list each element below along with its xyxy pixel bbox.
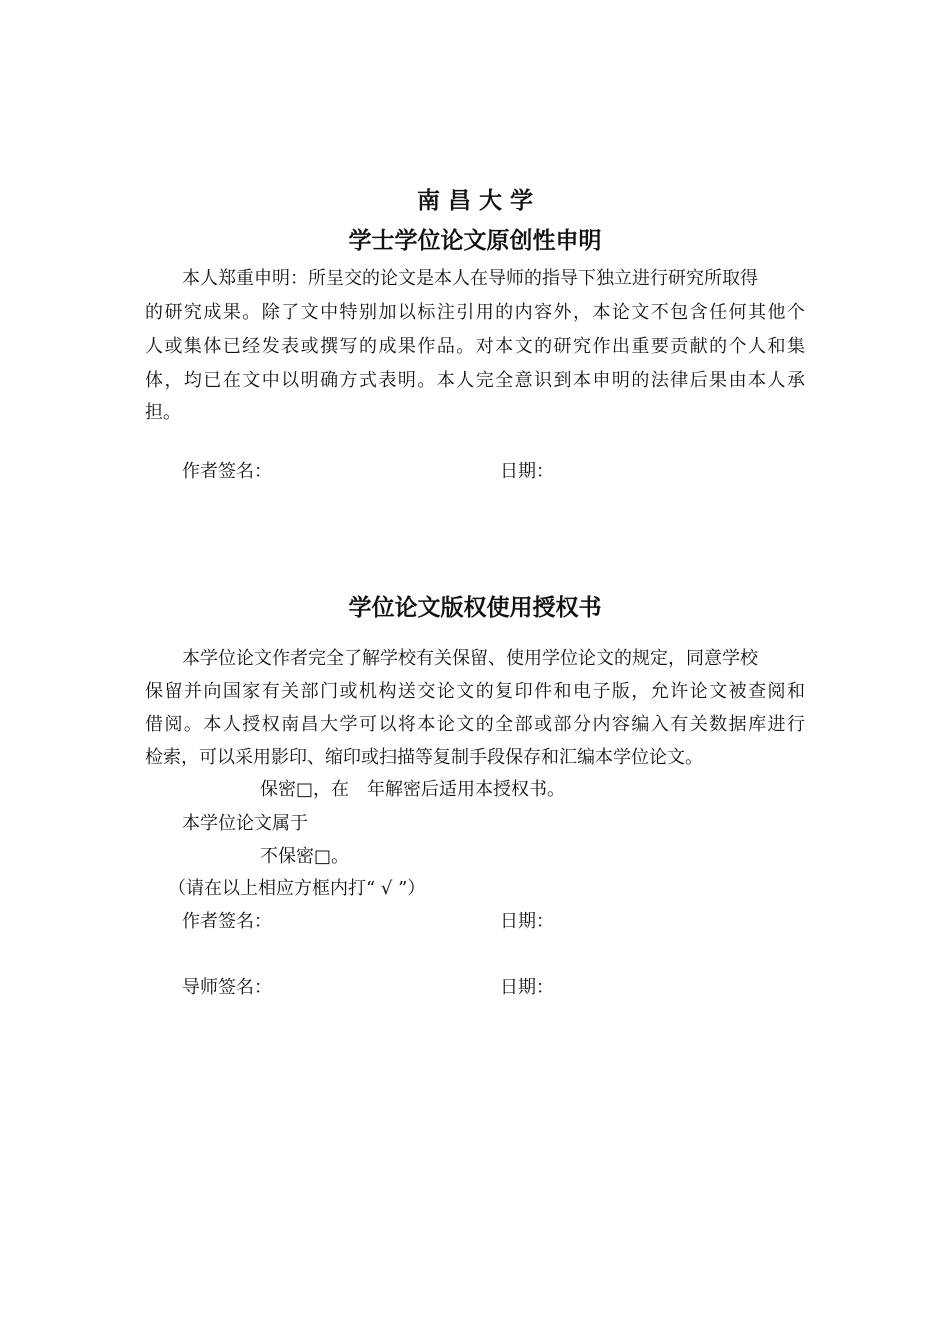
declaration-title: 学士学位论文原创性申明 xyxy=(348,228,602,254)
university-name: 南 昌 大 学 xyxy=(416,188,534,214)
supervisor-signature-label: 导师签名： xyxy=(182,977,272,998)
authorization-author-signature-label: 作者签名： xyxy=(182,911,272,932)
supervisor-date-label: 日期： xyxy=(500,977,554,998)
belongs-to-label: 本学位论文属于 xyxy=(182,813,308,834)
declaration-line-3: 人或集体已经发表或撰写的成果作品。对本文的研究作出重要贡献的个人和集 xyxy=(145,336,805,357)
authorization-line-4: 检索，可以采用影印、缩印或扫描等复制手段保存和汇编本学位论文。 xyxy=(145,747,703,768)
authorization-title: 学位论文版权使用授权书 xyxy=(348,595,602,621)
authorization-line-2: 保留并向国家有关部门或机构送交论文的复印件和电子版，允许论文被查阅和 xyxy=(145,681,805,702)
declaration-line-4: 体，均已在文中以明确方式表明。本人完全意识到本申明的法律后果由本人承 xyxy=(145,370,805,391)
checkbox-instruction: （请在以上相应方框内打“ √ ”） xyxy=(168,878,426,899)
declaration-line-5: 担。 xyxy=(145,402,181,423)
authorization-author-date-label: 日期： xyxy=(500,911,554,932)
authorization-line-3: 借阅。本人授权南昌大学可以将本论文的全部或部分内容编入有关数据库进行 xyxy=(145,714,805,735)
declaration-line-1: 本人郑重申明：所呈交的论文是本人在导师的指导下独立进行研究所取得 xyxy=(182,268,758,289)
declaration-line-2: 的研究成果。除了文中特别加以标注引用的内容外，本论文不包含任何其他个 xyxy=(145,302,805,323)
declaration-date-label: 日期： xyxy=(500,461,554,482)
secret-option: 保密□，在 年解密后适用本授权书。 xyxy=(260,779,566,800)
authorization-line-1: 本学位论文作者完全了解学校有关保留、使用学位论文的规定，同意学校 xyxy=(182,648,758,669)
declaration-author-signature-label: 作者签名： xyxy=(182,461,272,482)
non-secret-option: 不保密□。 xyxy=(260,846,350,867)
